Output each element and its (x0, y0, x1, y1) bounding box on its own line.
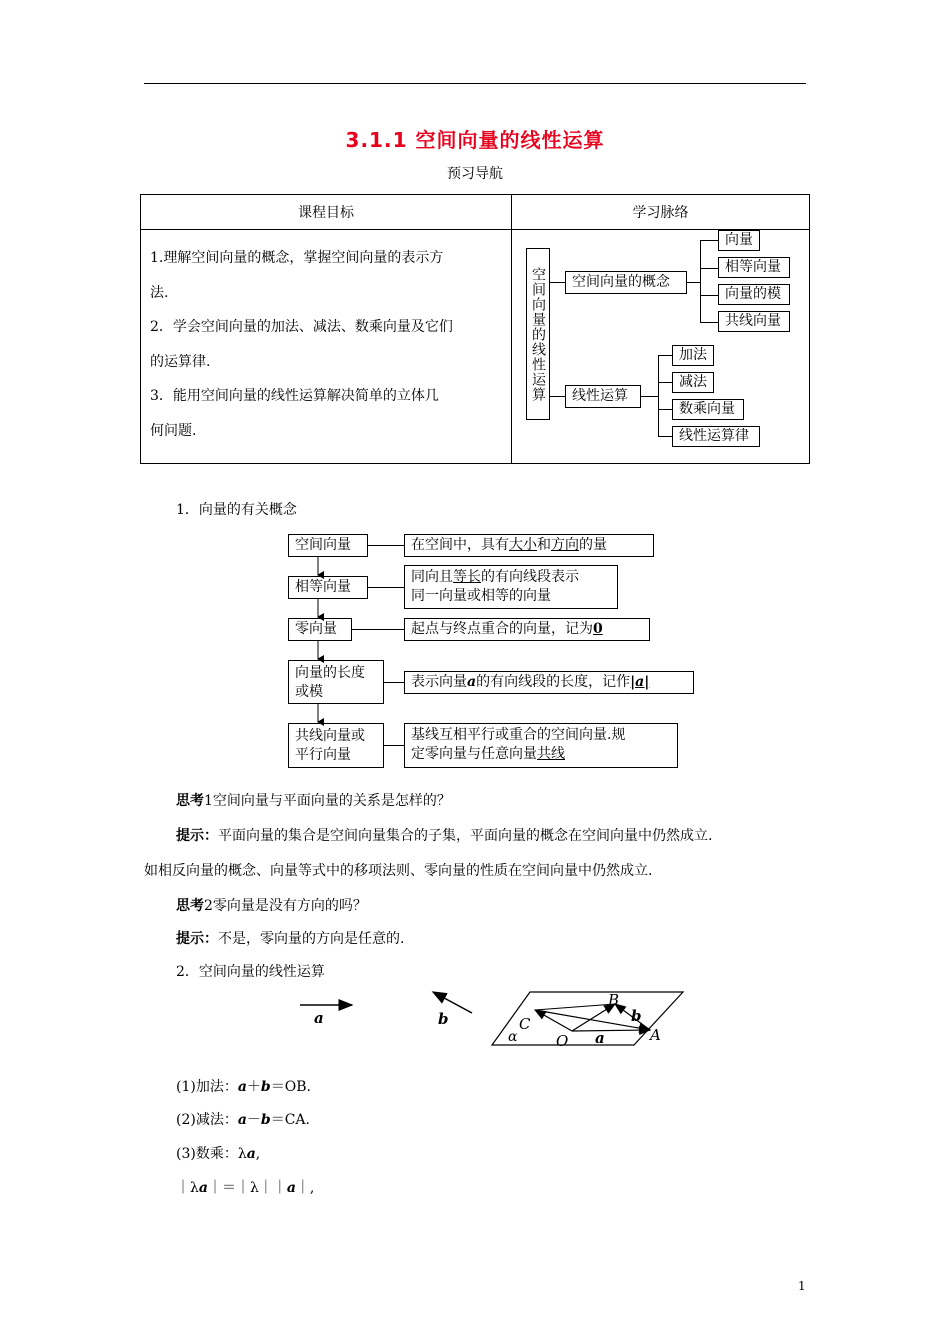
op-var: a (286, 1180, 296, 1196)
think-label: 思考 (176, 793, 204, 809)
vector-a-label: a (314, 1009, 324, 1027)
think-1 (176, 791, 451, 811)
abs-text: ｜λ (176, 1180, 199, 1196)
desc-text: 定零向量与任意向量 (411, 746, 537, 762)
desc-text: 和 (537, 537, 551, 553)
op-var: a (237, 1079, 247, 1095)
concept-desc (404, 723, 678, 768)
desc-key: |a| (630, 674, 650, 690)
op-abs (176, 1178, 314, 1198)
desc-text: 同向且 (411, 569, 453, 585)
hint-text: 不是，零向量的方向是任意的. (218, 931, 405, 947)
op-sub (176, 1110, 310, 1130)
op-scalar (176, 1144, 260, 1164)
col1-header: 课程目标 (141, 195, 512, 230)
desc-key: 共线 (537, 746, 565, 762)
concept-name-line: 或模 (295, 684, 323, 700)
think-num: 2 (204, 898, 213, 914)
concept-desc (404, 618, 650, 641)
hint-text: 平面向量的集合是空间向量集合的子集，平面向量的概念在空间向量中仍然成立. (218, 828, 713, 844)
goal-line: 3．能用空间向量的线性运算解决简单的立体几 (150, 388, 439, 404)
goals-cell (141, 230, 512, 464)
label-alpha: α (508, 1029, 518, 1045)
concept-name (288, 723, 384, 768)
op-prefix: (1)加法： (176, 1079, 238, 1095)
label-O: O (556, 1032, 569, 1050)
op-var: a (198, 1180, 208, 1196)
concept-name: 零向量 (288, 618, 352, 641)
page-number: 1 (798, 1279, 806, 1293)
hint-label: 提示： (176, 828, 218, 844)
goals-table (140, 194, 810, 464)
op-rest: , (255, 1146, 261, 1162)
op-add (176, 1077, 311, 1097)
desc-text: 同一向量或相等的向量 (411, 588, 551, 604)
op-rest: ＝CA. (270, 1112, 310, 1128)
goal-line: 2．学会空间向量的加法、减法、数乘向量及它们 (150, 319, 453, 335)
desc-text: 在空间中，具有 (411, 537, 509, 553)
think-text: 空间向量与平面向量的关系是怎样的？ (212, 793, 451, 809)
mindmap-branch-concept: 空间向量的概念 (565, 271, 687, 294)
hint-1-cont: 如相反向量的概念、向量等式中的移项法则、零向量的性质在空间向量中仍然成立. (144, 863, 653, 879)
desc-text: 的量 (579, 537, 607, 553)
op-sign: － (246, 1112, 261, 1128)
op-var: a (246, 1146, 256, 1162)
section1-heading: 1．向量的有关概念 (176, 502, 297, 518)
think-label: 思考 (176, 898, 204, 914)
op-var: a (237, 1112, 247, 1128)
desc-key: 方向 (551, 537, 579, 553)
hint-label: 提示： (176, 931, 218, 947)
desc-key: a (467, 674, 477, 690)
goal-line: 何问题. (150, 422, 197, 439)
op-lambda: λ (237, 1146, 247, 1162)
think-2 (176, 896, 367, 916)
goal-line: 的运算律. (150, 353, 211, 370)
mindmap-leaf: 相等向量 (718, 257, 790, 278)
concept-name-line: 向量的长度 (295, 665, 365, 681)
goal-line: 1.理解空间向量的概念，掌握空间向量的表示方 (150, 250, 444, 266)
vector-figure (290, 984, 700, 1054)
mindmap-root (526, 248, 550, 420)
goal-line: 法. (150, 284, 169, 301)
page-subtitle: 预习导航 (447, 166, 503, 182)
op-var: b (260, 1079, 271, 1095)
section2-heading: 2．空间向量的线性运算 (176, 964, 325, 980)
top-rule (144, 83, 806, 84)
mindmap-root-label: 空间向量的线性运算 (530, 266, 546, 402)
concept-desc (404, 671, 694, 694)
desc-text: 基线互相平行或重合的空间向量.规 (411, 727, 626, 743)
desc-text: 的有向线段的长度，记作 (476, 674, 631, 690)
label-a-in-plane: a (595, 1029, 605, 1047)
vector-b-label: b (438, 1010, 449, 1028)
label-B: B (608, 991, 620, 1009)
flow-arrows (300, 556, 340, 726)
op-sign: ＋ (246, 1079, 261, 1095)
desc-text: 的有向线段表示 (481, 569, 579, 585)
desc-key: 0 (593, 621, 603, 637)
concept-name-line: 平行向量 (295, 747, 351, 763)
think-text: 零向量是没有方向的吗？ (212, 898, 367, 914)
think-num: 1 (204, 793, 213, 809)
hint-1 (176, 826, 712, 846)
concept-desc (404, 565, 618, 609)
mindmap-leaf: 向量 (718, 230, 760, 251)
label-A: A (650, 1026, 661, 1044)
page-title: 3.1.1 空间向量的线性运算 (345, 128, 605, 152)
op-prefix: (3)数乘： (176, 1146, 238, 1162)
concept-name: 相等向量 (288, 576, 368, 599)
mindmap-leaf: 数乘向量 (672, 399, 744, 420)
mindmap-branch-ops: 线性运算 (565, 385, 641, 408)
label-b-in-plane: b (631, 1007, 642, 1025)
mindmap-leaf: 加法 (672, 345, 714, 366)
abs-text: ｜＝｜λ｜｜ (207, 1180, 287, 1196)
desc-key: 等长 (453, 569, 481, 585)
op-prefix: (2)减法： (176, 1112, 238, 1128)
mindmap-leaf: 共线向量 (718, 311, 790, 332)
concept-desc (404, 534, 654, 557)
label-C: C (519, 1015, 531, 1033)
desc-text: 起点与终点重合的向量，记为 (411, 621, 593, 637)
concept-name: 空间向量 (288, 534, 368, 557)
mindmap-leaf: 减法 (672, 372, 714, 393)
mindmap-leaf: 线性运算律 (672, 426, 760, 447)
mindmap-leaf: 向量的模 (718, 284, 790, 305)
op-rest: ＝OB. (270, 1079, 311, 1095)
abs-text: ｜, (295, 1180, 315, 1196)
desc-key: 大小 (509, 537, 537, 553)
desc-text: 表示向量 (411, 674, 467, 690)
hint-2 (176, 929, 404, 949)
col2-header: 学习脉络 (512, 195, 810, 230)
op-var: b (260, 1112, 271, 1128)
concept-name-line: 共线向量或 (295, 728, 365, 744)
